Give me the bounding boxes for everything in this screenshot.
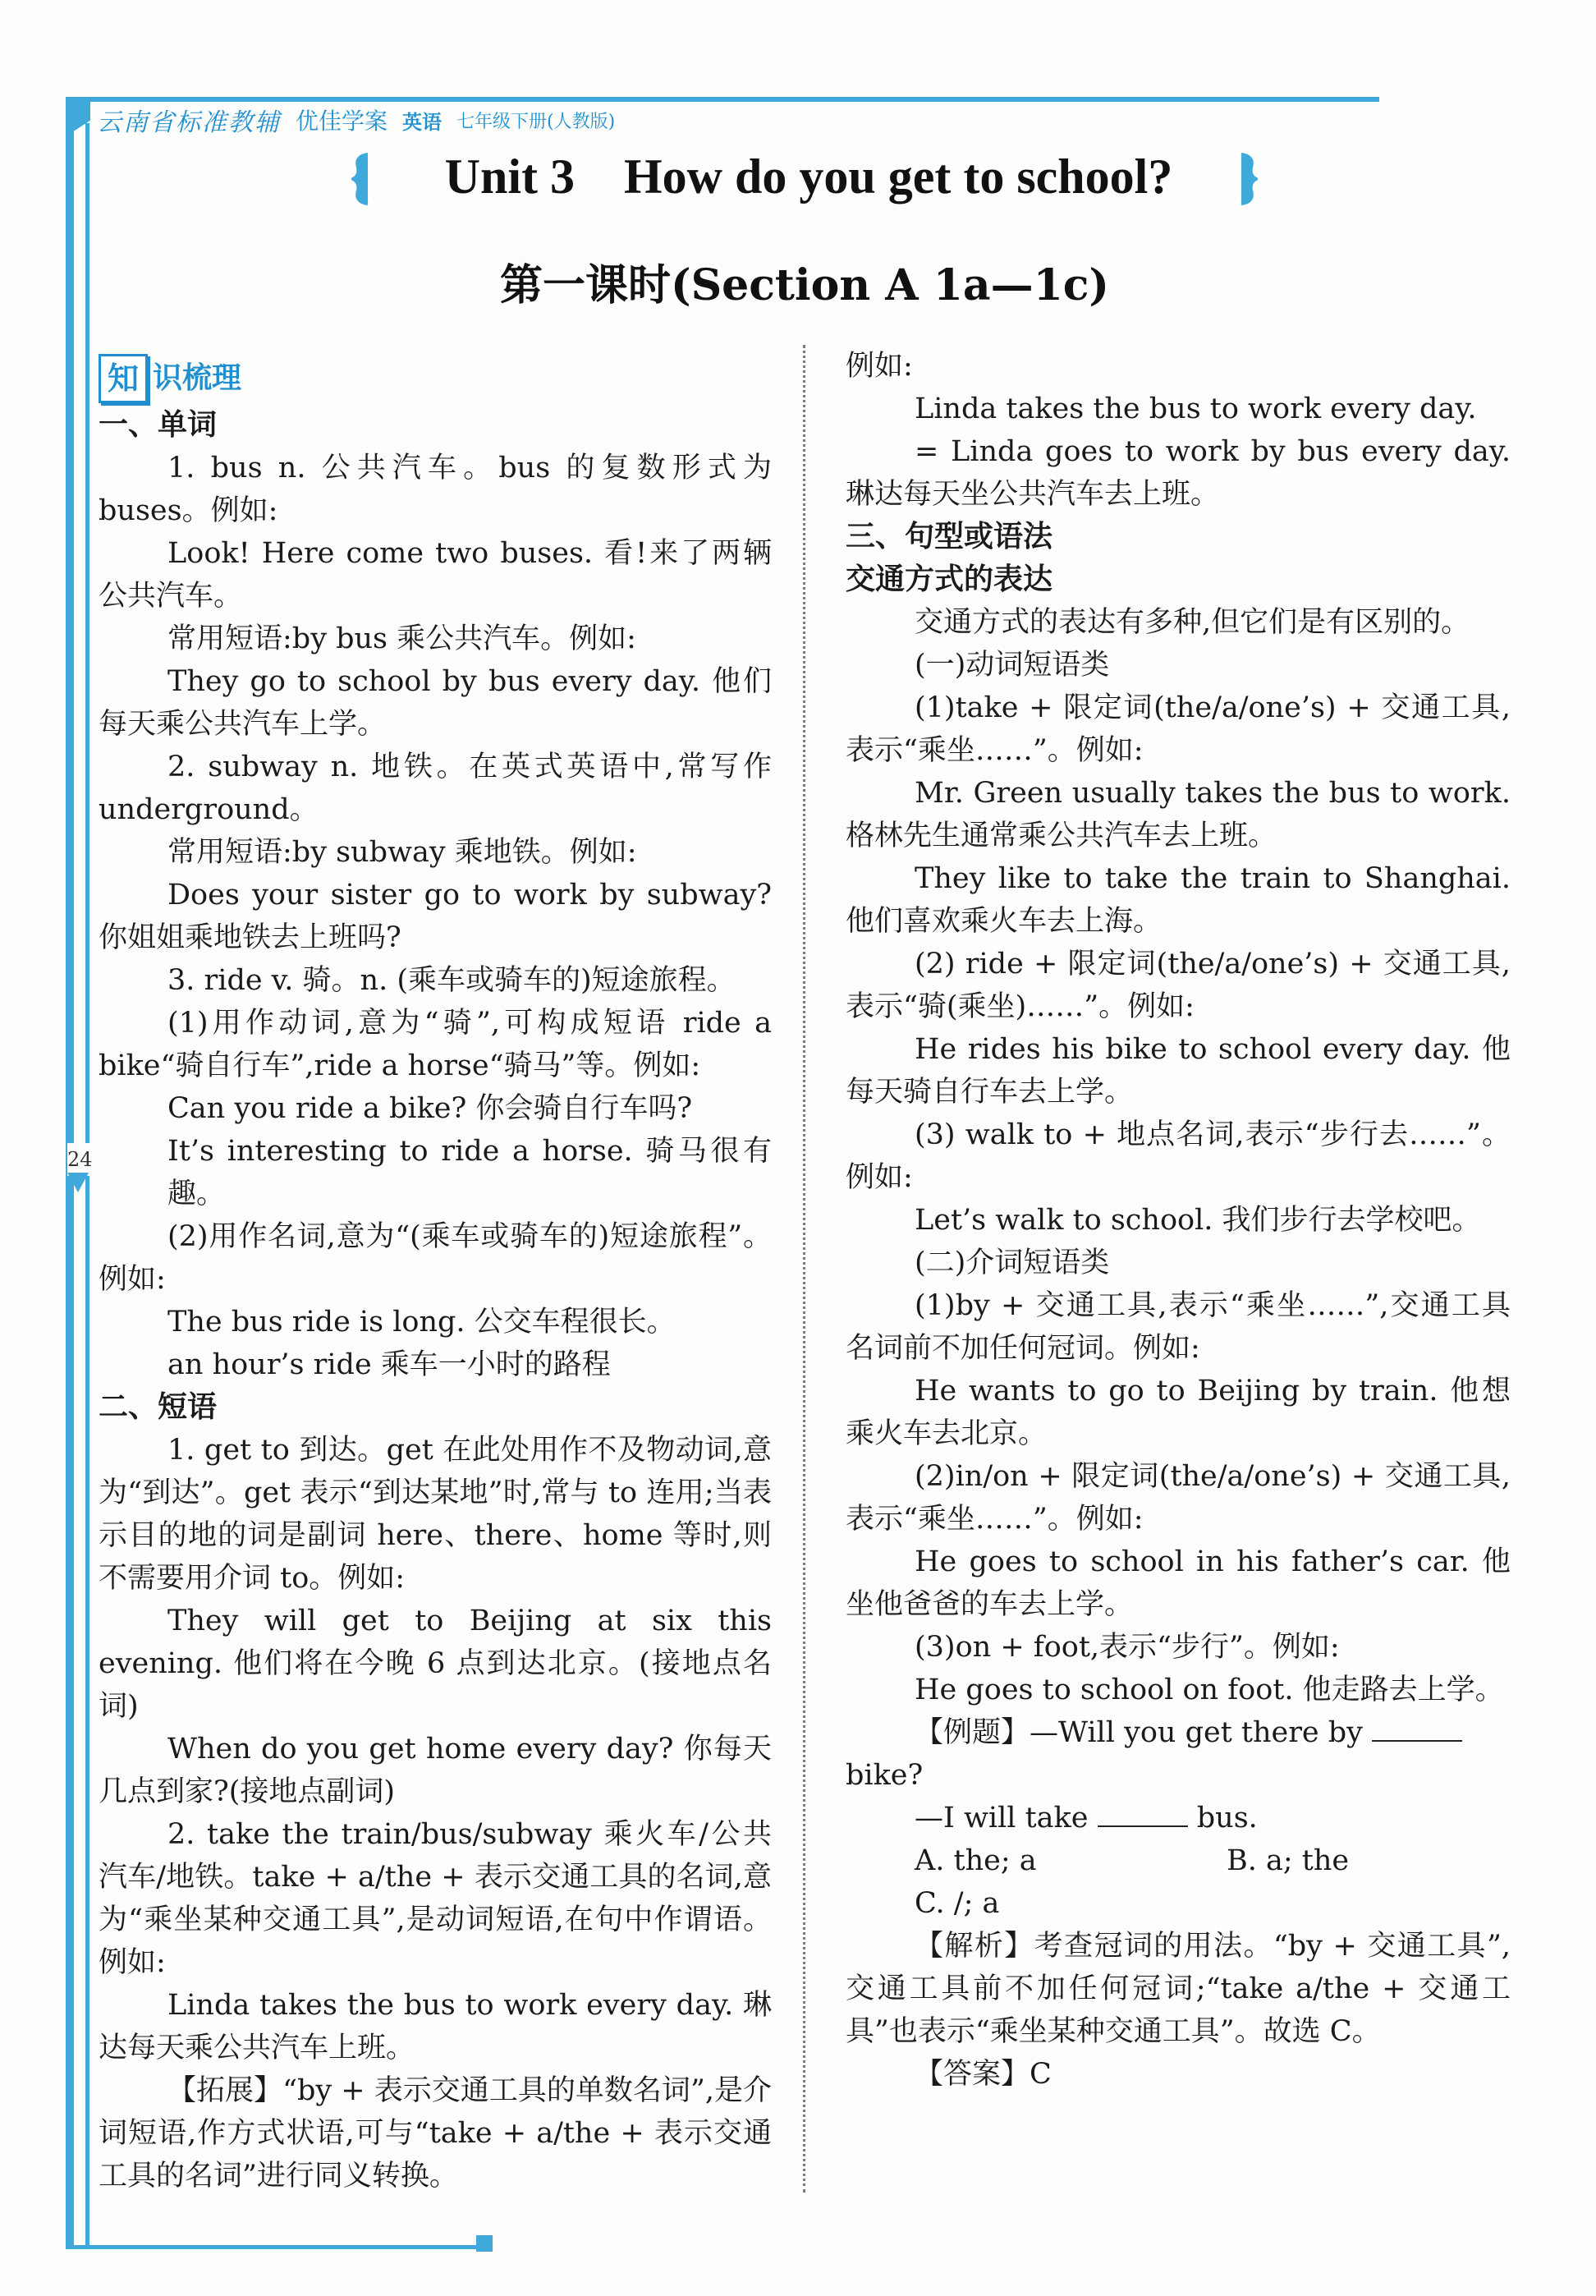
- paragraph: an hour’s ride 乘车一小时的路程: [167, 1348, 611, 1381]
- option-a: A. the; a: [915, 1844, 1037, 1877]
- paragraph: The bus ride is long. 公交车程很长。: [167, 1306, 676, 1339]
- paragraph: = Linda goes to work by bus every day. 琳达每天坐公共汽车去上班。: [846, 435, 1511, 511]
- example-q2-text: —I will take: [915, 1802, 1089, 1835]
- paragraph: 常用短语:by subway 乘地铁。例如:: [167, 836, 637, 869]
- paragraph: They like to take the train to Shanghai. 他们喜欢乘火车去上海。: [846, 862, 1511, 938]
- paragraph: 1. bus n. 公共汽车。bus 的复数形式为 buses。例如:: [99, 452, 772, 527]
- paragraph: It’s interesting to ride a horse. 骑马很有趣。: [167, 1135, 772, 1210]
- paragraph: (二)介词短语类: [915, 1247, 1110, 1279]
- paragraph: (2)用作名词,意为“(乘车或骑车的)短途旅程”。例如:: [99, 1220, 772, 1296]
- paragraph: Let’s walk to school. 我们步行去学校吧。: [915, 1204, 1481, 1237]
- paragraph: When do you get home every day? 你每天几点到家?(接地点副词): [99, 1733, 772, 1808]
- paragraph: Mr. Green usually takes the bus to work. 格林先生通常乘公共汽车去上班。: [846, 777, 1511, 852]
- right-column: [846, 345, 1511, 2096]
- example-options-row: [846, 1839, 1511, 1882]
- paragraph: (3) walk to + 地点名词,表示“步行去……”。例如:: [846, 1118, 1511, 1194]
- paragraph: Linda takes the bus to work every day. 琳达每天乘公共汽车上班。: [99, 1989, 772, 2064]
- paragraph: He goes to school in his father’s car. 他坐他爸爸的车去上学。: [846, 1545, 1511, 1621]
- lesson-title: 第一课时(Section A 1a—1c): [499, 260, 1110, 310]
- header-brand: 云南省标准教辅: [97, 108, 281, 137]
- paragraph: 例如:: [846, 350, 913, 383]
- topic-heading: 交通方式的表达: [846, 563, 1053, 596]
- badge-box: 知: [99, 354, 148, 403]
- paragraph: 2. take the train/bus/subway 乘火车/公共汽车/地铁。take + a/the + 表示交通工具的名词,意为“乘坐某种交通工具”,是动词短语,在句中作谓语。例如:: [99, 1818, 772, 1979]
- paragraph: 1. get to 到达。get 在此处用作不及物动词,意为“到达”。get 表示“到达某地”时,常与 to 连用;当表示目的地的词是副词 here、there、home 等时,则不需要用介词 to。例如:: [99, 1434, 772, 1595]
- paragraph: They go to school by bus every day. 他们每天乘公共汽车上学。: [99, 665, 772, 741]
- section-heading: 二、短语: [99, 1390, 218, 1424]
- bottom-rule: [66, 2245, 493, 2249]
- section-heading: 三、句型或语法: [846, 520, 1053, 553]
- unit-title: [353, 140, 1264, 214]
- header-subject: 英语: [402, 109, 443, 134]
- example-question-2: [846, 1797, 1511, 1839]
- example-answer: 【答案】C: [915, 2058, 1052, 2091]
- example-analysis: 【解析】考查冠词的用法。“by + 交通工具”,交通工具前不加任何冠词;“take a/the + 交通工具”也表示“乘坐某种交通工具”。故选 C。: [846, 1930, 1511, 2048]
- left-inner-rule: [85, 123, 89, 2248]
- example-q1-cont: bike?: [846, 1759, 924, 1792]
- bottom-square-marker: [476, 2235, 493, 2252]
- paragraph: (2) ride + 限定词(the/a/one’s) + 交通工具,表示“骑(乘坐)……”。例如:: [846, 948, 1511, 1023]
- paragraph: 2. subway n. 地铁。在英式英语中,常写作 underground。: [99, 751, 772, 826]
- example-question-1: [846, 1711, 1511, 1754]
- answer-blank-2: [1098, 1801, 1188, 1827]
- paragraph: 交通方式的表达有多种,但它们是有区别的。: [915, 606, 1470, 639]
- paragraph: 常用短语:by bus 乘公共汽车。例如:: [167, 622, 636, 655]
- unit-title-text: Unit 3 How do you get to school?: [444, 149, 1173, 204]
- paragraph: They will get to Beijing at six this evening. 他们将在今晚 6 点到达北京。(接地点名词): [99, 1605, 772, 1723]
- header-grade: 七年级下册(人教版): [456, 111, 616, 132]
- answer-blank-1: [1372, 1715, 1462, 1742]
- example-q1-text: 【例题】—Will you get there by: [915, 1716, 1363, 1749]
- paragraph: Linda takes the bus to work every day.: [915, 393, 1477, 425]
- paragraph: (2)in/on + 限定词(the/a/one’s) + 交通工具,表示“乘坐……”。例如:: [846, 1460, 1511, 1536]
- paragraph: 3. ride v. 骑。n. (乘车或骑车的)短途旅程。: [167, 964, 736, 997]
- option-c: C. /; a: [915, 1887, 1000, 1920]
- running-header: [97, 102, 615, 138]
- option-b: B. a; the: [1227, 1844, 1350, 1877]
- section-badge: [99, 353, 772, 404]
- header-series: 优佳学案: [296, 108, 388, 135]
- paragraph: He rides his bike to school every day. 他每天骑自行车去上学。: [846, 1033, 1511, 1109]
- example-block: [846, 1711, 1511, 2096]
- page-number: 24: [67, 1143, 92, 1176]
- paragraph: (1)take + 限定词(the/a/one’s) + 交通工具,表示“乘坐……”。例如:: [846, 691, 1511, 767]
- section-heading: 一、单词: [99, 408, 218, 442]
- column-divider: [803, 345, 805, 2193]
- paragraph: Can you ride a bike? 你会骑自行车吗?: [167, 1092, 693, 1125]
- paragraph: (1)用作动词,意为“骑”,可构成短语 ride a bike“骑自行车”,ride a horse“骑马”等。例如:: [99, 1007, 772, 1082]
- paragraph: Look! Here come two buses. 看!来了两辆公共汽车。: [99, 537, 772, 613]
- paragraph: (1)by + 交通工具,表示“乘坐……”,交通工具名词前不加任何冠词。例如:: [846, 1289, 1511, 1365]
- paragraph: 【拓展】“by + 表示交通工具的单数名词”,是介词短语,作方式状语,可与“take + a/the + 表示交通工具的名词”进行同义转换。: [99, 2074, 772, 2193]
- left-column: [99, 353, 772, 2197]
- right-bracket-icon: [1240, 153, 1258, 205]
- badge-title: 识梳理: [153, 361, 242, 395]
- paragraph: He wants to go to Beijing by train. 他想乘火车去北京。: [846, 1375, 1511, 1450]
- example-q2-end: bus.: [1196, 1802, 1258, 1835]
- paragraph: He goes to school on foot. 他走路去上学。: [915, 1674, 1504, 1706]
- paragraph: (3)on + foot,表示“步行”。例如:: [915, 1631, 1340, 1664]
- paragraph: (一)动词短语类: [915, 649, 1110, 682]
- paragraph: Does your sister go to work by subway? 你姐姐乘地铁去上班吗?: [99, 879, 772, 954]
